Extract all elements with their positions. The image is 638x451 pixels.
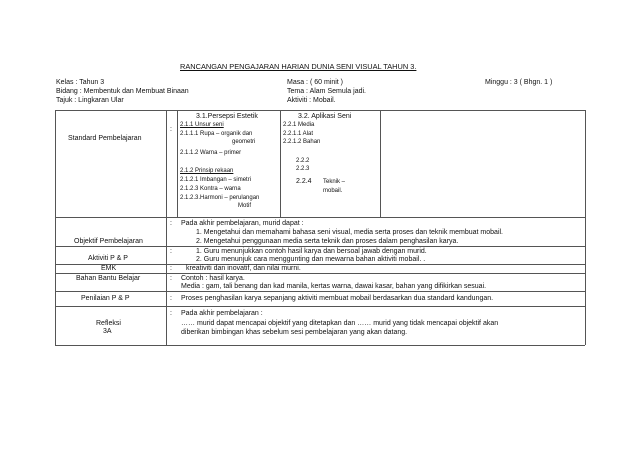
bidang-field: Bidang : Membentuk dan Membuat Binaan: [56, 88, 189, 95]
standard-line: 2.1.2.3 Kontra – warna: [180, 186, 241, 192]
bbb-contoh: Contoh : hasil karya.: [181, 275, 245, 282]
objektif-item: 1. Mengetahui dan memahami bahasa seni visual, media serta proses dan teknik membuat mobail.: [196, 229, 503, 236]
table-row-divider: [55, 291, 585, 292]
standard-box-divider: [380, 110, 381, 217]
masa-field: Masa : ( 60 minit ): [287, 79, 344, 86]
aktiviti-item: 1. Guru menunjukkan contoh hasil karya dan bersoal jawab dengan murid.: [196, 248, 427, 255]
aktiviti-item: 2. Guru menunjuk cara menggunting dan mewarna bahan aktiviti mobail. .: [196, 256, 426, 263]
objektif-label: Objektif Pembelajaran: [74, 238, 143, 245]
label-column-divider: [166, 110, 167, 345]
table-border-left: [55, 110, 56, 345]
standard-line: 2.1.1.2 Warna – primer: [180, 150, 242, 156]
penilaian-label: Penilaian P & P: [81, 295, 130, 302]
standard-line: 2.2.2: [296, 158, 310, 164]
standard-line: 2.1.2.3.Harmoni – perulangan: [180, 195, 260, 201]
refleksi-line: diberikan bimbingan khas sebelum sesi pembelajaran yang akan datang.: [181, 329, 408, 336]
persepsi-heading: 3.1.Persepsi Estetik: [196, 113, 258, 120]
standard-box-divider: [280, 110, 281, 217]
emk-text: kreativiti dan inovatif, dan nilai murni.: [186, 265, 301, 272]
standard-line: mobail.: [323, 188, 343, 194]
aplikasi-heading: 3.2. Aplikasi Seni: [298, 113, 352, 120]
table-row-divider: [55, 273, 585, 274]
aktiviti-label: Aktiviti P & P: [88, 255, 128, 262]
refleksi-sub: 3A: [103, 328, 112, 335]
minggu-field: Minggu : 3 ( Bhgn. 1 ): [485, 79, 553, 86]
standard-colon: :: [170, 126, 172, 133]
standard-line: 2.1.1.1 Rupa – organik dan: [180, 131, 253, 137]
standard-label: Standard Pembelajaran: [68, 135, 142, 142]
page-title: RANCANGAN PENGAJARAN HARIAN DUNIA SENI VISUAL TAHUN 3.: [180, 62, 417, 71]
standard-line: 2.2.1 Media: [283, 122, 315, 128]
tajuk-field: Tajuk : Lingkaran Ular: [56, 97, 124, 104]
table-row-divider: [55, 246, 585, 247]
refleksi-line: …… murid dapat mencapai objektif yang ditetapkan dan …… murid yang tidak mencapai objektif akan: [181, 320, 499, 327]
standard-line: 2.2.1.2 Bahan: [283, 139, 321, 145]
refleksi-label: Refleksi: [96, 320, 121, 327]
aktiviti-colon: :: [170, 248, 172, 255]
refleksi-line: Pada akhir pembelajaran :: [181, 310, 263, 317]
penilaian-colon: :: [170, 295, 172, 302]
objektif-item: 2. Mengetahui penggunaan media serta teknik dan proses dalam penghasilan karya.: [196, 238, 459, 245]
standard-line: Teknik –: [323, 179, 346, 185]
tema-field: Tema : Alam Semula jadi.: [287, 88, 366, 95]
objektif-intro: Pada akhir pembelajaran, murid dapat :: [181, 220, 304, 227]
standard-line: 2.2.3: [296, 166, 310, 172]
table-row-divider: [55, 217, 585, 218]
bbb-media: Media : gam, tali benang dan kad manila, kertas warna, dawai kasar, bahan yang difikirkan sesuai.: [181, 283, 487, 290]
penilaian-text: Proses penghasilan karya sepanjang aktiviti membuat mobail berdasarkan dua standard kandungan.: [181, 295, 494, 302]
standard-line: Motif: [238, 203, 252, 209]
objektif-colon: :: [170, 220, 172, 227]
standard-line: 2.2.1.1 Alat: [283, 131, 314, 137]
refleksi-colon: :: [170, 310, 172, 317]
standard-line: 2.1.2 Prinsip rekaan: [180, 168, 234, 174]
standard-line: 2.2.4: [296, 178, 312, 185]
aktiviti-field: Aktiviti : Mobail.: [287, 97, 336, 104]
table-border-right: [585, 110, 586, 345]
standard-line: 2.1.2.1 Imbangan – simetri: [180, 177, 252, 183]
table-border-top: [55, 110, 585, 111]
table-border-bottom: [55, 345, 585, 346]
table-row-divider: [55, 264, 585, 265]
emk-colon: :: [170, 265, 172, 272]
standard-line: geometri: [232, 139, 256, 145]
standard-box-divider: [177, 110, 178, 217]
bbb-label: Bahan Bantu Belajar: [76, 275, 141, 282]
bbb-colon: :: [170, 275, 172, 282]
table-row-divider: [55, 306, 585, 307]
emk-label: EMK: [101, 265, 117, 272]
standard-line: 2.1.1 Unsur seni: [180, 122, 224, 128]
kelas-field: Kelas : Tahun 3: [56, 79, 105, 86]
